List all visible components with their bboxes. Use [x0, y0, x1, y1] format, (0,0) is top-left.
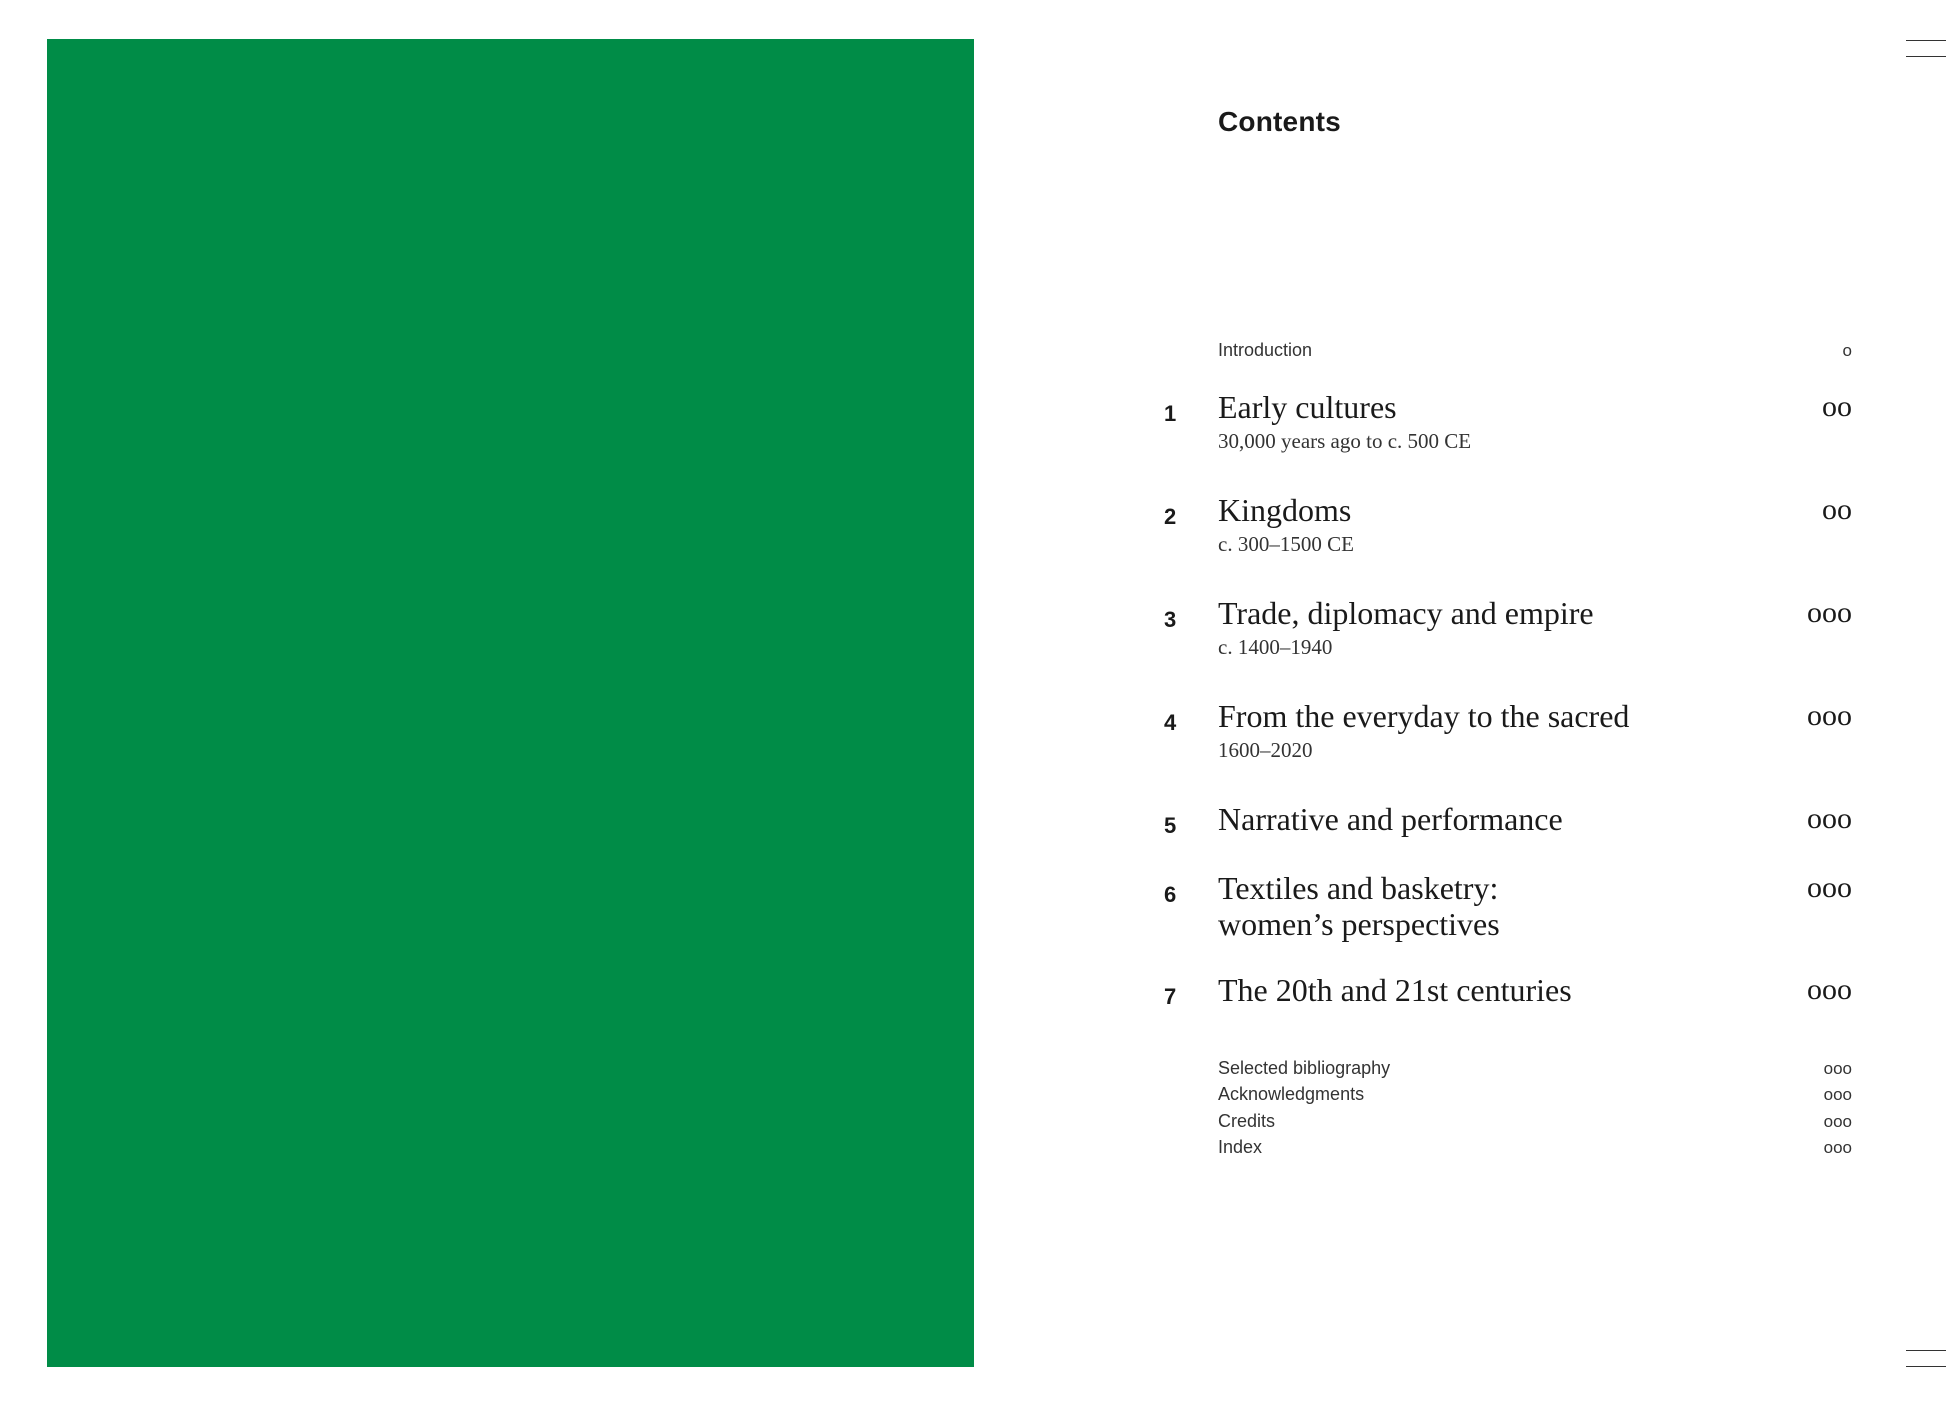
chapter-number: 1 [1164, 401, 1177, 426]
back-matter-page-number: ooo [1823, 1112, 1852, 1131]
chapter-page-number: ooo [1807, 871, 1852, 904]
chapter-title: Textiles and basketry: women’s perspectives [1218, 870, 1500, 942]
back-matter-label: Index [1218, 1137, 1263, 1157]
toc-entry-back-matter [1218, 1058, 1852, 1079]
back-matter-label: Selected bibliography [1218, 1058, 1391, 1078]
toc-entry-back-matter [1218, 1111, 1852, 1132]
chapter-title: From the everyday to the sacred [1218, 698, 1630, 734]
toc-entry-introduction [1218, 340, 1852, 361]
chapter-page-number: ooo [1807, 699, 1852, 732]
chapter-title: Early cultures [1218, 389, 1397, 425]
chapter-page-number: oo [1822, 493, 1852, 526]
back-matter-page-number: ooo [1823, 1059, 1852, 1078]
crop-mark-bottom-right-2 [1906, 1366, 1946, 1367]
crop-mark-top-right-2 [1906, 56, 1946, 57]
chapter-number: 2 [1164, 504, 1177, 529]
back-matter-page-number: ooo [1823, 1138, 1852, 1157]
chapter-title: Trade, diplomacy and empire [1218, 595, 1594, 631]
chapter-number: 6 [1164, 882, 1177, 907]
introduction-page-number: o [1842, 341, 1852, 360]
chapter-number: 4 [1164, 710, 1177, 735]
chapter-title: Narrative and performance [1218, 801, 1563, 837]
back-matter-label: Acknowledgments [1218, 1084, 1365, 1104]
toc-entry-back-matter [1218, 1084, 1852, 1105]
crop-mark-top-right [1906, 40, 1946, 41]
chapter-number: 7 [1164, 984, 1177, 1009]
chapter-subtitle: c. 1400–1940 [1218, 635, 1333, 659]
crop-mark-bottom-right [1906, 1350, 1946, 1351]
chapter-page-number: ooo [1807, 973, 1852, 1006]
chapter-subtitle: c. 300–1500 CE [1218, 532, 1354, 556]
green-color-page [47, 39, 974, 1367]
contents-heading: Contents [1218, 106, 1341, 137]
table-of-contents-page [1140, 0, 1852, 1406]
back-matter-page-number: ooo [1823, 1085, 1852, 1104]
chapter-page-number: ooo [1807, 802, 1852, 835]
chapter-page-number: oo [1822, 390, 1852, 423]
back-matter-label: Credits [1218, 1111, 1276, 1131]
chapter-subtitle: 1600–2020 [1218, 738, 1313, 762]
chapter-title: Kingdoms [1218, 492, 1352, 528]
chapter-title: The 20th and 21st centuries [1218, 972, 1572, 1008]
introduction-label: Introduction [1218, 340, 1313, 360]
toc-entry-back-matter [1218, 1137, 1852, 1158]
chapter-page-number: ooo [1807, 596, 1852, 629]
chapter-number: 3 [1164, 607, 1177, 632]
chapter-subtitle: 30,000 years ago to c. 500 CE [1218, 429, 1472, 453]
chapter-number: 5 [1164, 813, 1177, 838]
